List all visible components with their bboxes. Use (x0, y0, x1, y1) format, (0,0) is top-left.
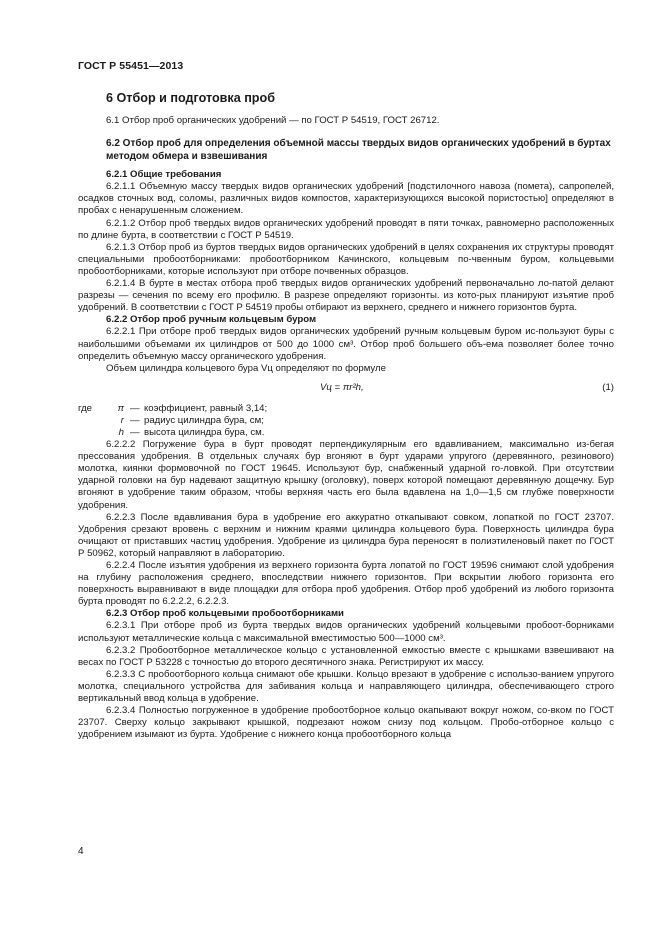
paragraph-6-2-2-1: 6.2.2.1 При отборе проб твердых видов органических удобрений ручным кольцевым буром ис-пользуют буры с наибольшими объемами их цилиндров от 500 до 1000 см³. Отбор проб большего объ-ема позволяет более точно определить объемную массу органического удобрения. (78, 326, 614, 362)
paragraph-6-2-3-3: 6.2.3.3 С пробоотборного кольца снимают обе крышки. Кольцо врезают в удобрение с использо-ванием упругого молотка, специального устройства для забивания кольца и направляющего цилиндра, обеспечивающего строго вертикальный ввод кольца в удобрение. (78, 668, 614, 705)
paragraph-6-2-3-4: 6.2.3.4 Полностью погруженное в удобрение пробоотборное кольцо окапывают вокруг ножом, со-вком по ГОСТ 23707. Сверху кольцо закрывают крышкой, подрезают ножом снизу под кольцом. Пробо-отборное кольцо с удобрением изымают из бурта. Удобрение с нижнего конца пробоотборного кольца (78, 705, 614, 741)
heading-6-2-2: 6.2.2 Отбор проб ручным кольцевым буром (106, 314, 317, 326)
paragraph-6-2-2-3: 6.2.2.3 После вдавливания бура в удобрение его аккуратно откапывают совком, лопаткой по ГОСТ 23707. Удобрения срезают вровень с верхним и нижним краями цилиндра кольцевого бура. Поверхность цилиндра бура очищают от приставших частиц удобрения. Удобрение из цилиндра бура переносят в полиэтиленовый пакет по ГОСТ Р 50962, который направляют в лабораторию. (78, 511, 614, 559)
legend-where-word: где (78, 402, 93, 414)
paragraph-6-2-1-1: 6.2.1.1 Объемную массу твердых видов органических удобрений [подстилочного навоза (помета), сапропелей, осадков сточных вод, соломы, различных видов компостов, характеризующихся высокой пористостью] определяют в пробах с ненарушенным сложением. (78, 181, 614, 217)
legend-row (78, 403, 614, 415)
legend-dash: — (130, 402, 140, 414)
subsection-6-2-title: 6.2 Отбор проб для определения объемной массы твердых видов органических удобрений в буртах методом обмера и взвешивания (106, 138, 611, 163)
legend-text: высота цилиндра бура, см. (144, 426, 265, 438)
section-title: 6 Отбор и подготовка проб (106, 91, 275, 105)
legend-row (78, 415, 614, 427)
page-number: 4 (78, 846, 84, 857)
legend-dash: — (130, 414, 140, 426)
legend-symbol: h (118, 426, 124, 438)
formula-expression: Vц = πr²h, (320, 381, 364, 393)
heading-6-2-1: 6.2.1 Общие требования (106, 169, 222, 181)
paragraph-6-2-2-2: 6.2.2.2 Погружение бура в бурт проводят перпендикулярным его вдавливанием, максимально из-бегая прессования удобрения. В отдельных случаях бур вгоняют в бурт ударами упругого (деревянного, резинового) молотка, киянки формовочной по ГОСТ 19645. Используют бур, снабженный ударной го-ловкой. При отсутствии ударной головки на бур надевают защитную крышку (оголовку), поверх которой помещают деревянную дощечку. Бур вгоняют в удобрение таким образом, чтобы верхняя часть его была вдавлена на 1,0—1,5 см глубже поверхности удобрения. (78, 439, 614, 511)
legend-dash: — (130, 426, 140, 438)
paragraph-6-2-3-1: 6.2.3.1 При отборе проб из бурта твердых видов органических удобрений кольцевыми пробоот-борниками используют металлические кольца с максимальной вместимостью 500—1000 см³. (78, 620, 614, 644)
heading-6-2-3: 6.2.3 Отбор проб кольцевыми пробоотборниками (106, 608, 344, 620)
formula-number: (1) (602, 381, 614, 393)
paragraph-6-2-1-4: 6.2.1.4 В бурте в местах отбора проб твердых видов органических удобрений первоначально ло-патой делают разрезы — сечения по всему его профилю. В разрезе определяют горизонты. из кото-рых планируют изъятие проб удобрений. В соответствии с ГОСТ Р 54519 пробы отбирают из верхнего, среднего и нижнего горизонтов бурта. (78, 278, 614, 314)
formula-legend (78, 403, 614, 439)
paragraph-6-2-2-4: 6.2.2.4 После изъятия удобрения из верхнего горизонта бурта лопатой по ГОСТ 19596 снимают слой удобрения на глубину расположения среднего, впоследствии нижнего горизонтов. При вскрытии любого горизонта его поверхность выравнивают в виде площадки для отбора проб удобрения. Отбор проб удобрений из любого горизонта бурта проводят по 6.2.2.2, 6.2.2.3. (78, 560, 614, 608)
paragraph-6-1: 6.1 Отбор проб органических удобрений — по ГОСТ Р 54519, ГОСТ 26712. (106, 115, 440, 127)
document-header: ГОСТ Р 55451—2013 (78, 60, 184, 72)
paragraph-6-2-1-2: 6.2.1.2 Отбор проб твердых видов органических удобрений проводят в пяти точках, равномерно расположенных по длине бурта, в соответствии с ГОСТ Р 54519. (78, 217, 614, 241)
formula-1 (78, 377, 614, 399)
legend-symbol: r (120, 414, 124, 426)
legend-text: радиус цилиндра бура, см; (144, 414, 264, 426)
legend-text: коэффициент, равный 3,14; (144, 402, 268, 414)
formula-intro: Объем цилиндра кольцевого бура Vц определяют по формуле (106, 362, 386, 374)
paragraph-6-2-1-3: 6.2.1.3 Отбор проб из буртов твердых видов органических удобрений в целях сохранения их структуры проводят специальными пробоотборниками: пробоотборником Качинского, кольцевым по-чвенным буром, кольцевыми пробоотборниками, которые используют при отборе почвенных образцов. (78, 241, 614, 277)
document-body (78, 92, 614, 741)
legend-symbol: π (117, 402, 124, 414)
paragraph-6-2-3-2: 6.2.3.2 Пробоотборное металлическое кольцо с установленной емкостью вместе с крышками взвешивают на весах по ГОСТ Р 53228 с точностью до второго десятичного знака. Регистрируют их массу. (78, 644, 614, 668)
legend-row (78, 427, 614, 439)
